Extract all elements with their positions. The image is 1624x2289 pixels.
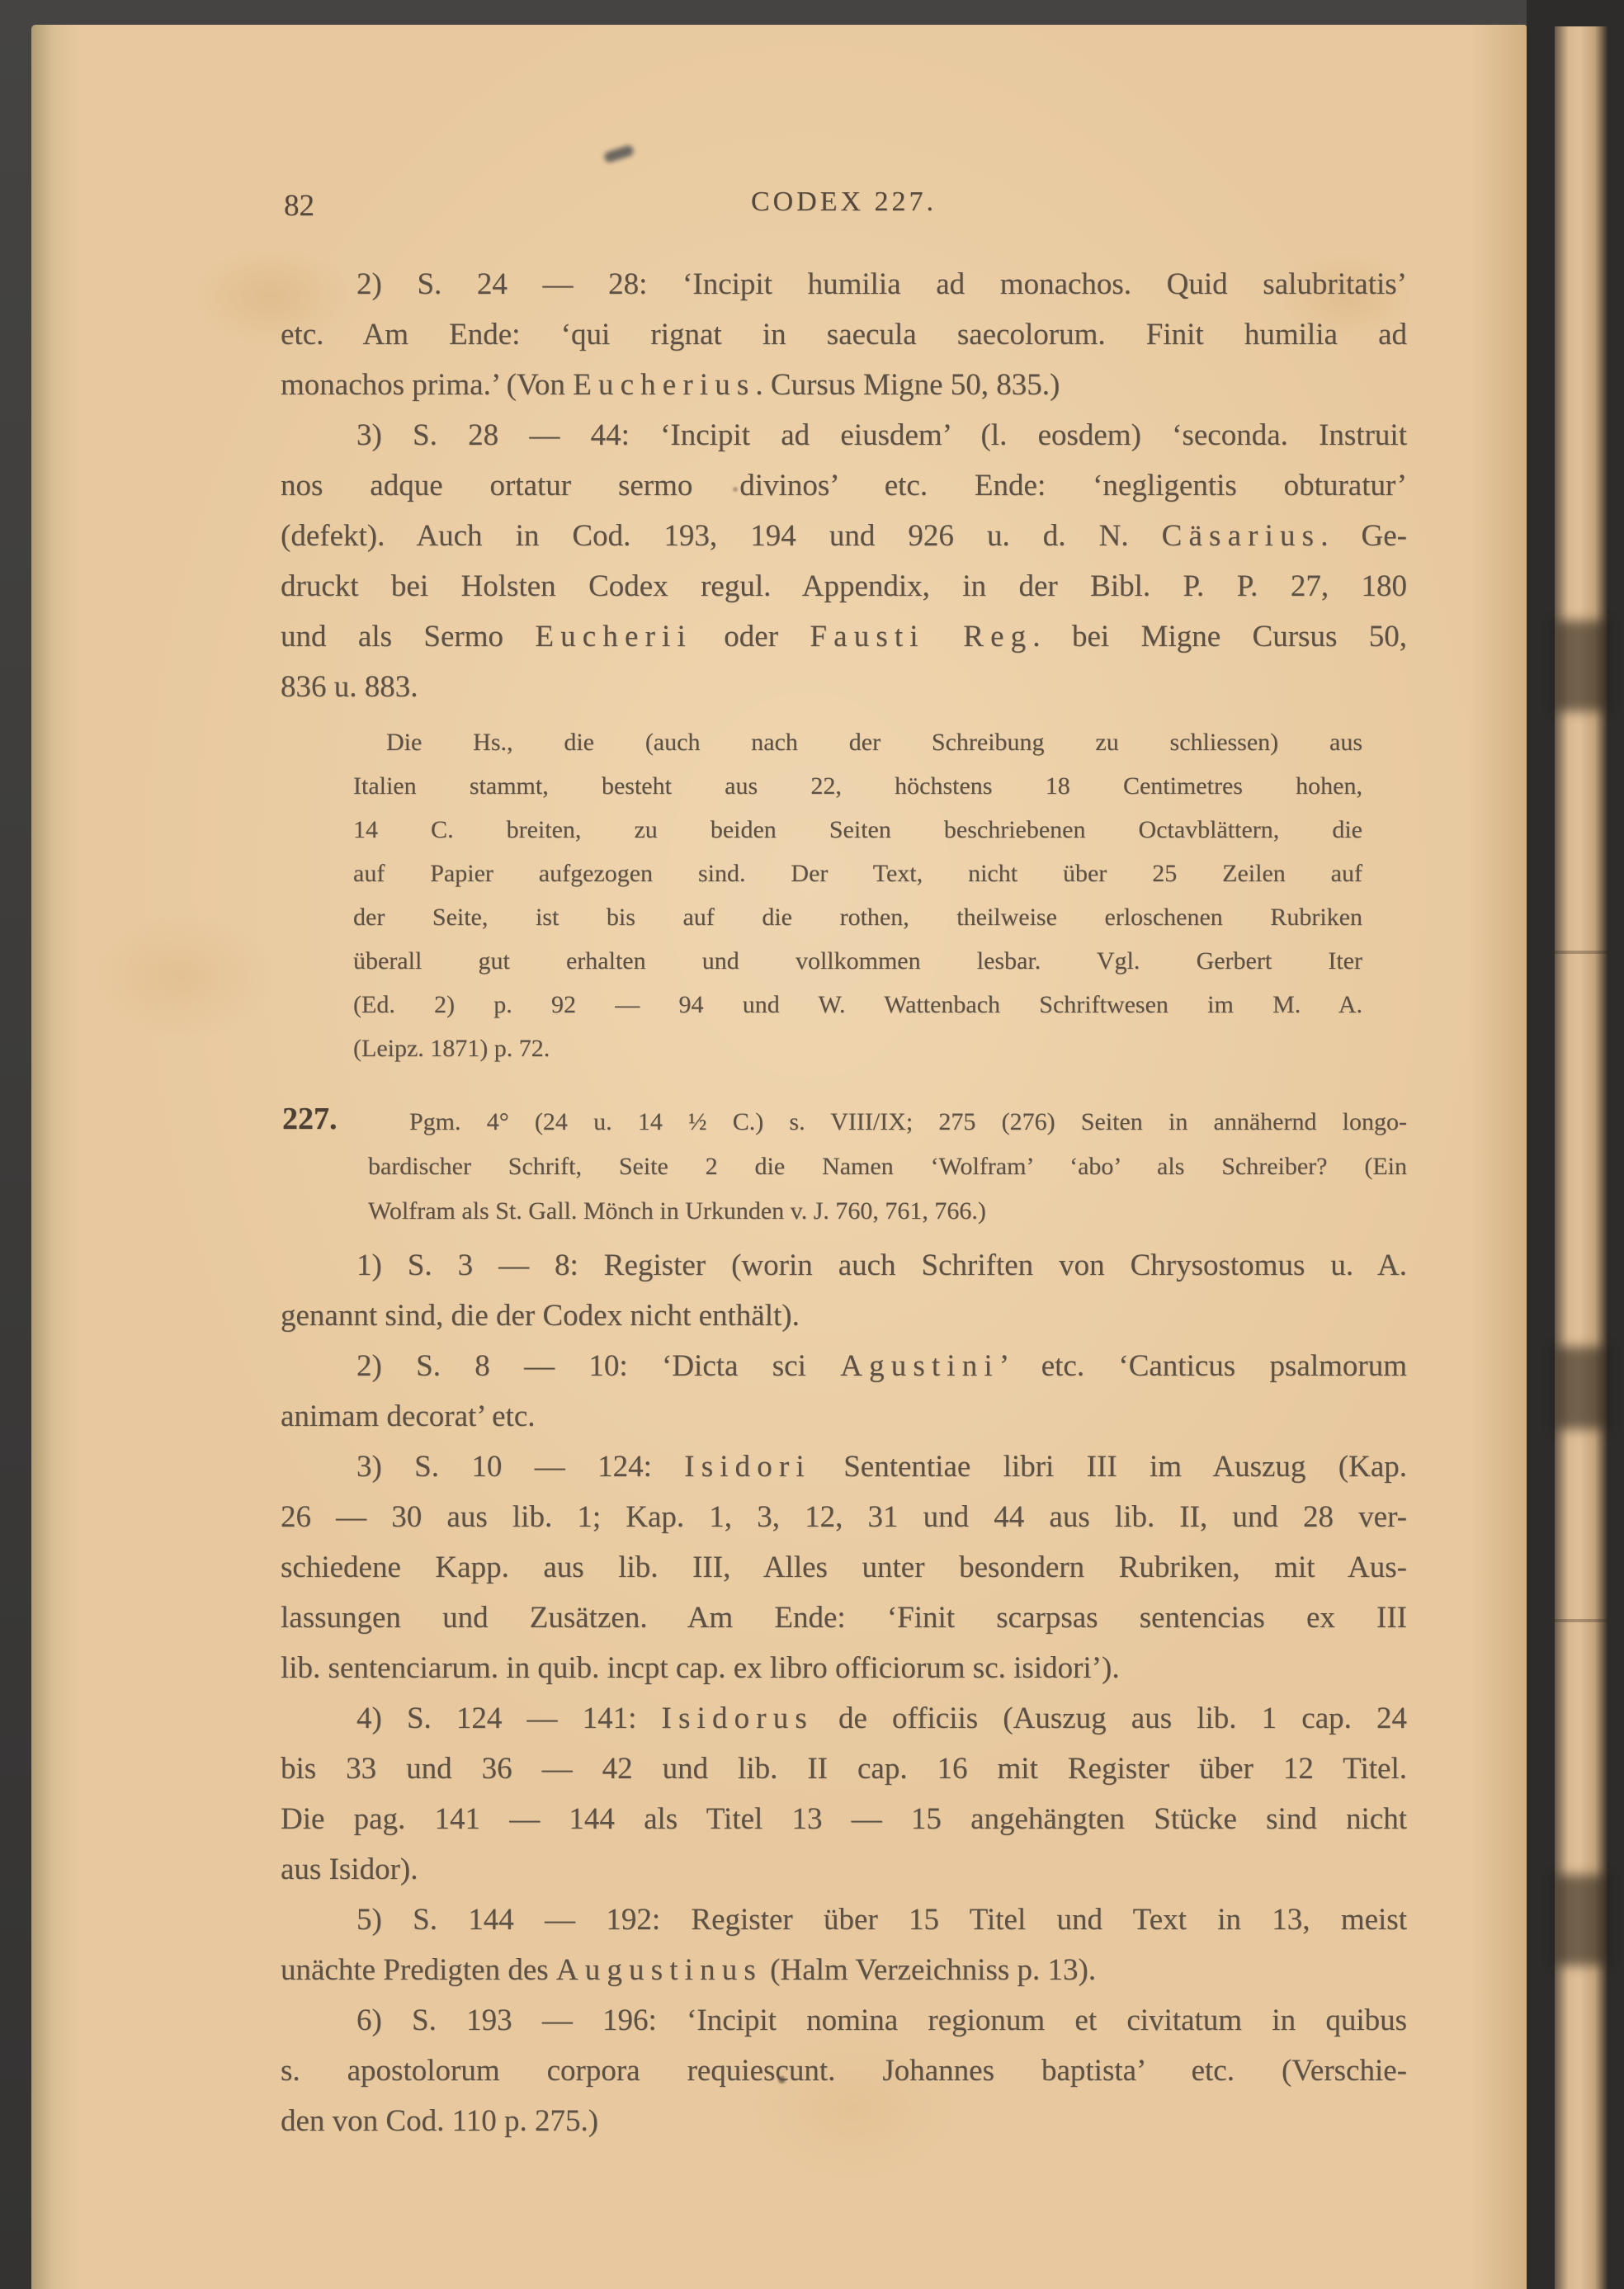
text-run: de officiis (Auszug aus lib. 1 cap. 24 xyxy=(813,1701,1407,1735)
spaced-proper-name: Augustinus xyxy=(555,1953,762,1987)
text-run: 2) S. 8 — 10: ‘Dicta sci xyxy=(356,1349,841,1383)
text-line xyxy=(281,511,1407,561)
text-run: unächte Predigten des xyxy=(281,1953,556,1987)
text-run: Pgm. 4° (24 u. 14 ½ C.) s. VIII/IX; 275 (276) Seiten in annähernd longo- xyxy=(409,1108,1407,1135)
paragraph xyxy=(281,1693,1407,1895)
text-run: und als Sermo xyxy=(281,620,536,654)
text-line xyxy=(281,1643,1407,1693)
text-run: bis 33 und 36 — 42 und lib. II cap. 16 mit Register über 12 Titel. xyxy=(281,1752,1407,1786)
text-line xyxy=(353,983,1362,1027)
text-line xyxy=(281,1391,1407,1442)
catalog-entry-heading xyxy=(281,1100,1407,1234)
text-run: Die pag. 141 — 144 als Titel 13 — 15 angehängten Stücke sind nicht xyxy=(281,1802,1407,1836)
text-line xyxy=(281,309,1407,360)
text-line xyxy=(281,1794,1407,1844)
text-line xyxy=(368,1189,1407,1234)
page-stack-sliver xyxy=(1555,26,1607,2289)
text-run: 4) S. 124 — 141: xyxy=(356,1701,662,1735)
ink-smudge xyxy=(603,144,635,163)
text-run: aus Isidor). xyxy=(281,1852,418,1886)
edge-smudge xyxy=(1555,1875,1607,1966)
text-line xyxy=(281,561,1407,611)
paragraph xyxy=(281,410,1407,712)
text-line xyxy=(281,1895,1407,1945)
running-header: CODEX 227. xyxy=(750,186,937,217)
text-run: schiedene Kapp. aus lib. III, Alles unter besondern Rubriken, mit Aus- xyxy=(281,1550,1407,1584)
text-run: genannt sind, die der Codex nicht enthält). xyxy=(281,1299,800,1333)
entry-number: 227. xyxy=(282,1102,338,1136)
text-line xyxy=(281,1995,1407,2046)
text-line xyxy=(368,1144,1407,1189)
text-run: Sententiae libri III im Auszug (Kap. xyxy=(810,1450,1407,1484)
text-line xyxy=(353,764,1362,808)
paragraph xyxy=(281,1895,1407,1995)
text-run: 3) S. 10 — 124: xyxy=(356,1450,685,1484)
spaced-proper-name: Isidorus xyxy=(661,1701,814,1735)
text-run: 26 — 30 aus lib. 1; Kap. 1, 3, 12, 31 und 44 aus lib. II, und 28 ver- xyxy=(281,1500,1407,1534)
text-run: 2) S. 24 — 28: ‘Incipit humilia ad monachos. Quid salubritatis’ xyxy=(356,267,1407,301)
text-line xyxy=(281,1593,1407,1643)
text-line xyxy=(281,1542,1407,1593)
paragraph xyxy=(353,720,1362,1070)
text-run: etc. Am Ende: ‘qui rignat in saecula saecolorum. Finit humilia ad xyxy=(281,318,1407,352)
edge-smudge xyxy=(1555,621,1607,711)
text-run: druckt bei Holsten Codex regul. Appendix, in der Bibl. P. P. 27, 180 xyxy=(281,569,1407,603)
text-run: überall gut erhalten und vollkommen lesbar. Vgl. Gerbert Iter xyxy=(353,947,1362,975)
text-run: 5) S. 144 — 192: Register über 15 Titel und Text in 13, meist xyxy=(356,1903,1407,1937)
text-line xyxy=(368,1100,1407,1144)
spaced-proper-name: Fausti Reg xyxy=(810,620,1033,654)
text-run: lib. sentenciarum. in quib. incpt cap. ex libro officiorum sc. isidori’). xyxy=(281,1651,1120,1685)
text-run: der Seite, ist bis auf die rothen, theilweise erloschenen Rubriken xyxy=(353,904,1362,931)
paragraph xyxy=(281,1341,1407,1442)
text-run: 1) S. 3 — 8: Register (worin auch Schriften von Chrysostomus u. A. xyxy=(356,1248,1407,1282)
edge-line xyxy=(1555,951,1607,954)
text-run: 14 C. breiten, zu beiden Seiten beschriebenen Octavblättern, die xyxy=(353,816,1362,843)
text-line xyxy=(281,1693,1407,1744)
text-run: Italien stammt, besteht aus 22, höchstens 18 Centimetres hohen, xyxy=(353,772,1362,800)
text-line xyxy=(281,410,1407,460)
text-run: . bei Migne Cursus 50, xyxy=(1032,620,1408,654)
text-run: nos adque ortatur sermo divinos’ etc. Ende: ‘negligentis obturatur’ xyxy=(281,469,1407,503)
paragraph xyxy=(281,1442,1407,1693)
paragraph xyxy=(281,1240,1407,1341)
text-line xyxy=(353,720,1362,764)
text-run: (Halm Verzeichniss p. 13). xyxy=(762,1953,1097,1987)
text-run: auf Papier aufgezogen sind. Der Text, nicht über 25 Zeilen auf xyxy=(353,860,1362,887)
text-line xyxy=(281,1945,1407,1995)
text-run: ’ etc. ‘Canticus psalmorum xyxy=(998,1349,1407,1383)
text-run: (Ed. 2) p. 92 — 94 und W. Wattenbach Schriftwesen im M. A. xyxy=(353,991,1362,1018)
text-run: (Leipz. 1871) p. 72. xyxy=(353,1035,550,1062)
spaced-proper-name: Cäsarius xyxy=(1161,519,1321,553)
page-number: 82 xyxy=(284,189,314,223)
edge-line xyxy=(1555,1619,1607,1622)
text-run: Wolfram als St. Gall. Mönch in Urkunden v. J. 760, 761, 766.) xyxy=(368,1197,986,1225)
text-line xyxy=(281,611,1407,662)
text-run: bardischer Schrift, Seite 2 die Namen ‘Wolfram’ ‘abo’ als Schreiber? (Ein xyxy=(368,1153,1407,1180)
text-line xyxy=(281,1240,1407,1291)
text-line xyxy=(353,895,1362,939)
text-run: monachos prima.’ (Von xyxy=(281,368,574,402)
text-run: (defekt). Auch in Cod. 193, 194 und 926 u. d. N. xyxy=(281,519,1162,553)
text-run: 3) S. 28 — 44: ‘Incipit ad eiusdem’ (l. eosdem) ‘seconda. Instruit xyxy=(356,418,1407,452)
text-run: Die Hs., die (auch nach der Schreibung zu schliessen) aus xyxy=(386,729,1362,756)
spaced-proper-name: Eucherii xyxy=(535,620,692,654)
text-run: . Ge- xyxy=(1320,519,1407,553)
book-page xyxy=(31,25,1527,2289)
text-line xyxy=(281,2096,1407,2146)
spaced-proper-name: Isidori xyxy=(684,1450,811,1484)
book-edge-strip xyxy=(1527,0,1624,2289)
edge-smudge xyxy=(1555,1347,1607,1429)
paragraph xyxy=(281,259,1407,410)
running-head-row xyxy=(281,186,1407,224)
text-line xyxy=(281,1341,1407,1391)
text-line xyxy=(281,662,1407,712)
text-run: 6) S. 193 — 196: ‘Incipit nomina regionum et civitatum in quibus xyxy=(356,2003,1407,2037)
text-column xyxy=(281,186,1407,2146)
text-line xyxy=(281,1744,1407,1794)
text-line xyxy=(281,460,1407,511)
spaced-proper-name: Eucherius xyxy=(573,368,756,402)
text-line xyxy=(281,360,1407,410)
text-run: s. apostolorum corpora requiescunt. Johannes baptista’ etc. (Verschie- xyxy=(281,2054,1407,2088)
text-run: 836 u. 883. xyxy=(281,670,418,704)
text-line xyxy=(281,1844,1407,1895)
text-run: den von Cod. 110 p. 275.) xyxy=(281,2104,599,2138)
text-run: animam decorat’ etc. xyxy=(281,1399,536,1433)
paragraph xyxy=(281,1995,1407,2146)
text-line xyxy=(353,808,1362,852)
text-line xyxy=(281,1492,1407,1542)
text-line xyxy=(281,1442,1407,1492)
text-line xyxy=(353,852,1362,895)
spaced-proper-name: Agustini xyxy=(840,1349,999,1383)
text-line xyxy=(281,2046,1407,2096)
text-line xyxy=(353,939,1362,983)
text-line xyxy=(281,259,1407,309)
text-run: lassungen und Zusätzen. Am Ende: ‘Finit scarpsas sentencias ex III xyxy=(281,1601,1407,1635)
text-run: oder xyxy=(692,620,810,654)
text-line xyxy=(353,1027,1362,1070)
text-line xyxy=(281,1291,1407,1341)
text-run: . Cursus Migne 50, 835.) xyxy=(755,368,1060,402)
page-text xyxy=(281,259,1407,2146)
